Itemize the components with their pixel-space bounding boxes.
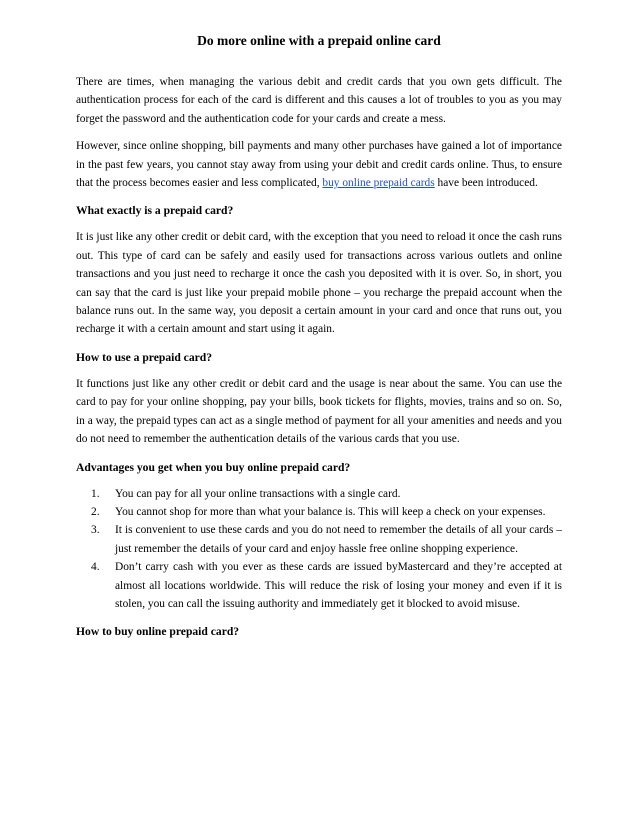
list-item-number: 3.	[91, 524, 100, 537]
heading-how-to-use: How to use a prepaid card?	[76, 350, 213, 364]
list-item	[91, 521, 562, 558]
list-item-number: 2.	[91, 505, 100, 518]
list-item-text: You can pay for all your online transactions with a single card.	[115, 487, 401, 500]
intro-paragraph-2-tail: have been introduced.	[434, 177, 538, 190]
list-item	[91, 558, 562, 613]
list-item-text: It is convenient to use these cards and you do not need to remember the details of all your cards – just remember the details of your card and enjoy hassle free online shopping experience.	[115, 524, 562, 555]
list-item	[91, 503, 562, 521]
what-is-prepaid-card-paragraph: It is just like any other credit or debit card, with the exception that you need to reload it once the cash runs out. This type of card can be safely and easily used for transactions across various outlets and online transactions and you just need to recharge it once the cash you deposited with it is over. So, in short, you can say that the card is just like your prepaid mobile phone – you recharge the prepaid account when the balance runs out. In the same way, you deposit a certain amount in your card and once that runs out, you recharge it with a certain amount and start using it again.	[76, 231, 562, 336]
buy-online-prepaid-cards-link[interactable]: buy online prepaid cards	[322, 177, 435, 190]
list-item	[91, 485, 562, 503]
heading-advantages: Advantages you get when you buy online prepaid card?	[76, 460, 351, 474]
intro-paragraph-2-text: However, since online shopping, bill payments and many other purchases have gained a lot of importance in the past few years, you cannot stay away from using your debit and credit cards online. Thus, to ensure that the process becomes easier and less complicated,	[76, 140, 562, 190]
heading-what-is-prepaid-card: What exactly is a prepaid card?	[76, 204, 234, 218]
intro-paragraph-2	[76, 137, 562, 192]
list-item-number: 4.	[91, 561, 100, 574]
intro-paragraph-1: There are times, when managing the various debit and credit cards that you own gets difficult. The authentication process for each of the card is different and this causes a lot of troubles to you as you may forget the password and the authentication code for your cards and create a mess.	[76, 76, 562, 125]
document-title: Do more online with a prepaid online card	[197, 33, 441, 48]
advantages-list	[76, 485, 562, 614]
document-page	[76, 0, 562, 641]
list-item-text: Don’t carry cash with you ever as these cards are issued byMastercard and they’re accepted at almost all locations worldwide. This will reduce the risk of losing your money and even if it is stolen, you can call the issuing authority and immediately get it blocked to avoid misuse.	[115, 561, 562, 610]
heading-how-to-buy: How to buy online prepaid card?	[76, 625, 240, 639]
how-to-use-paragraph: It functions just like any other credit or debit card and the usage is near about the same. You can use the card to pay for your online shopping, pay your bills, book tickets for flights, movies, trains and so on. So, in a way, the prepaid types can act as a single method of payment for all your amenities and needs and you do not need to remember the authentication details of the various cards that you use.	[76, 377, 562, 446]
list-item-text: You cannot shop for more than what your balance is. This will keep a check on your expenses.	[115, 505, 546, 518]
list-item-number: 1.	[91, 487, 100, 500]
